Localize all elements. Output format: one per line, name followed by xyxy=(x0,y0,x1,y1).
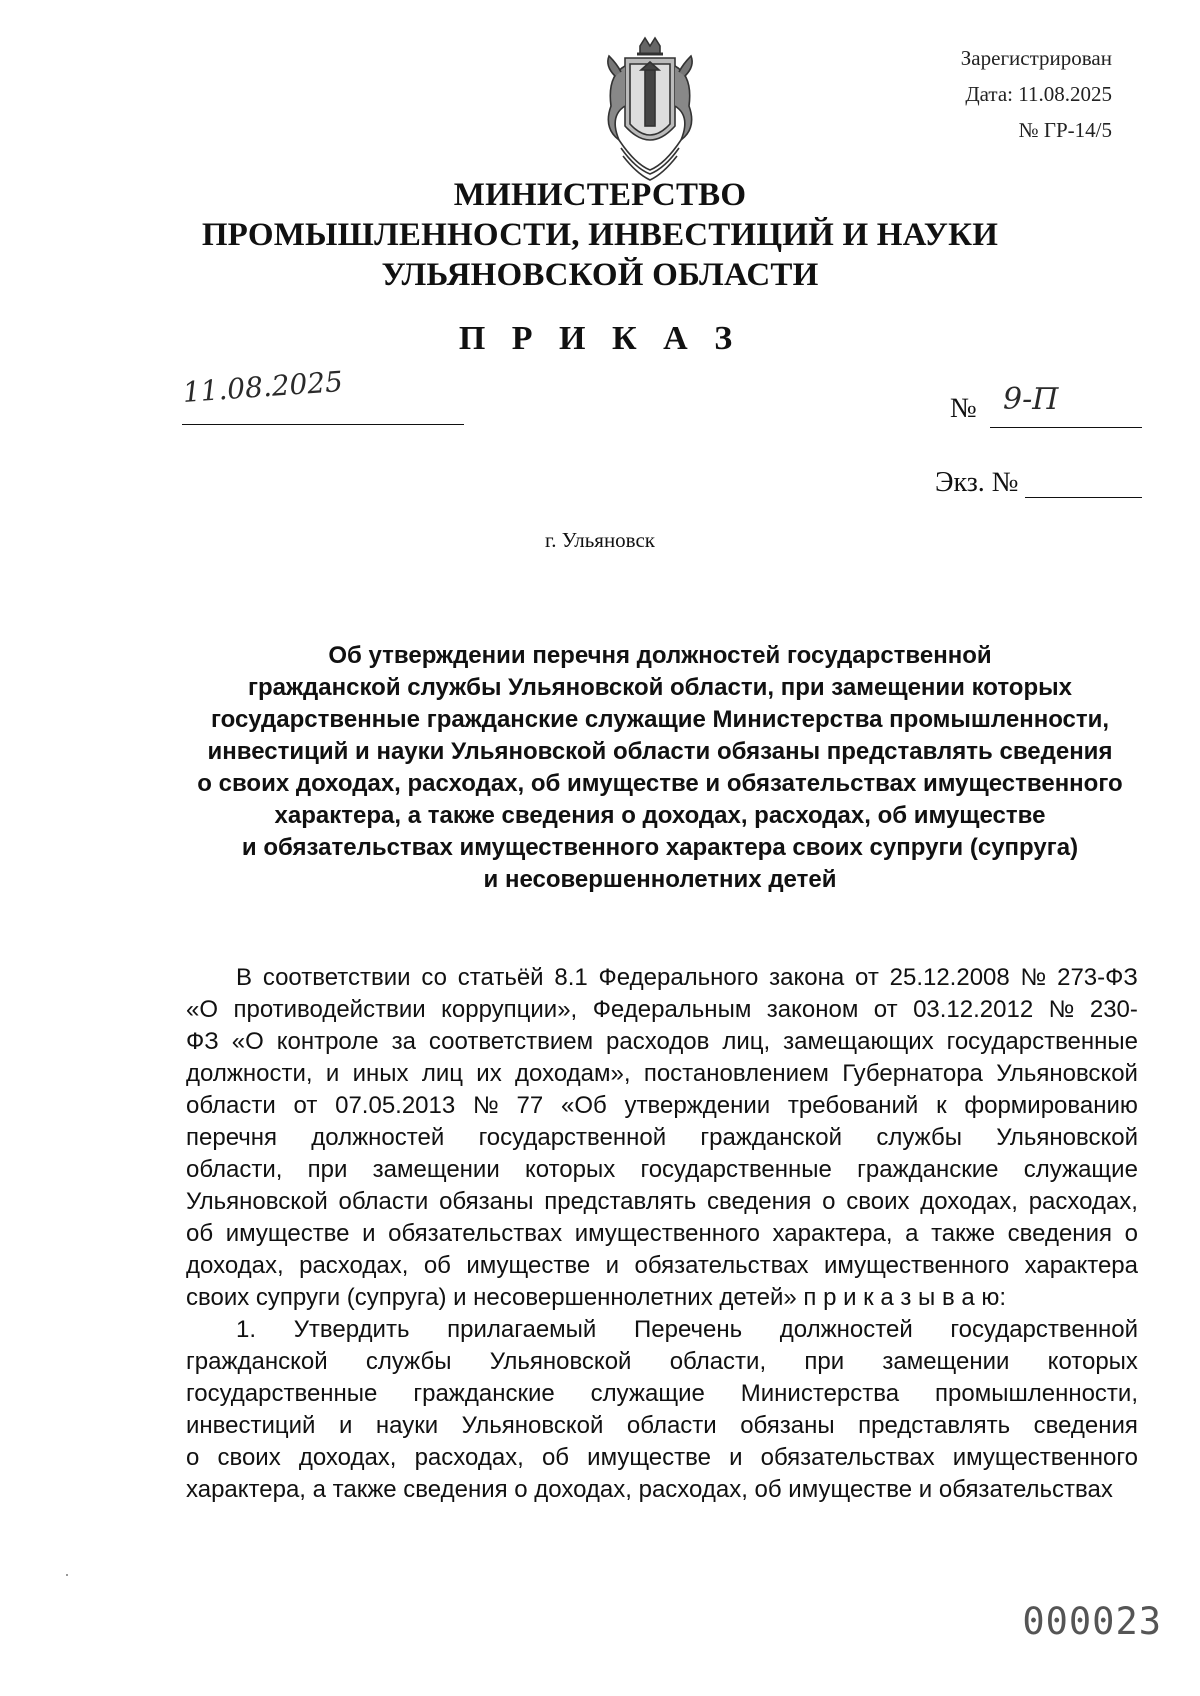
order-date-handwritten: 11.08.2025 xyxy=(181,364,344,409)
title-line: характера, а также сведения о доходах, расходах, об имуществе xyxy=(274,802,1046,829)
body-line: гражданской службы Ульяновской области, при замещении которых xyxy=(186,1348,1138,1375)
body-line: Ульяновской области обязаны представлять сведения о своих доходах, расходах, xyxy=(186,1188,1138,1215)
ministry-line-2: ПРОМЫШЛЕННОСТИ, ИНВЕСТИЦИЙ И НАУКИ xyxy=(201,217,999,253)
copy-number-label: Экз. № xyxy=(935,467,1019,498)
title-line: Об утверждении перечня должностей государственной xyxy=(328,642,992,669)
body-line: своих супруги (супруга) и несовершеннолетних детей» п р и к а з ы в а ю: xyxy=(186,1284,1007,1311)
title-line: и обязательствах имущественного характера своих супруги (супруга) xyxy=(241,834,1079,861)
body-line: области от 07.05.2013 № 77 «Об утверждении требований к формированию xyxy=(186,1092,1138,1119)
registration-date: Дата: 11.08.2025 xyxy=(965,82,1112,106)
body-line: ФЗ «О контроле за соответствием расходов лиц, замещающих государственные xyxy=(186,1028,1138,1055)
body-line: перечня должностей государственной гражданской службы Ульяновской xyxy=(186,1124,1138,1151)
ministry-header xyxy=(200,175,1000,295)
body-line: области, при замещении которых государственные гражданские служащие xyxy=(186,1156,1138,1183)
body-line: об имуществе и обязательствах имущественного характера, а также сведения о xyxy=(186,1220,1138,1247)
registration-status: Зарегистрирован xyxy=(960,46,1112,70)
body-line: характера, а также сведения о доходах, расходах, об имуществе и обязательствах xyxy=(186,1476,1113,1503)
title-line: о своих доходах, расходах, об имуществе и обязательствах имущественного xyxy=(197,770,1123,797)
body-line: 1. Утвердить прилагаемый Перечень должностей государственной xyxy=(236,1316,1138,1343)
order-date-underline xyxy=(182,424,464,425)
copy-number-underline xyxy=(1025,497,1142,498)
order-body xyxy=(186,962,1138,1506)
body-line: доходах, расходах, об имуществе и обязательствах имущественного характера xyxy=(186,1252,1138,1279)
scan-speck xyxy=(66,1574,68,1576)
page-serial-number: 000023 xyxy=(1022,1600,1162,1643)
order-title xyxy=(180,640,1140,896)
order-number-underline xyxy=(990,427,1142,428)
order-number-label: № xyxy=(950,393,977,424)
title-line: инвестиций и науки Ульяновской области обязаны представлять сведения xyxy=(207,738,1113,765)
document-type-heading: П Р И К А З xyxy=(458,320,742,357)
coat-of-arms-icon xyxy=(585,36,715,184)
ministry-line-1: МИНИСТЕРСТВО xyxy=(453,177,747,213)
body-line: инвестиций и науки Ульяновской области обязаны представлять сведения xyxy=(186,1412,1138,1439)
body-line: должности, и иных лиц их доходам», постановлением Губернатора Ульяновской xyxy=(186,1060,1138,1087)
ministry-line-3: УЛЬЯНОВСКОЙ ОБЛАСТИ xyxy=(381,257,819,293)
body-line: «О противодействии коррупции», Федеральным законом от 03.12.2012 № 230- xyxy=(186,996,1138,1023)
registration-stamp xyxy=(852,40,1112,148)
order-number-handwritten: 9-П xyxy=(1003,382,1059,417)
body-line: В соответствии со статьёй 8.1 Федерального закона от 25.12.2008 № 273-ФЗ xyxy=(236,964,1138,991)
title-line: государственные гражданские служащие Министерства промышленности, xyxy=(210,706,1110,733)
city-line: г. Ульяновск xyxy=(544,528,655,552)
title-line: гражданской службы Ульяновской области, при замещении которых xyxy=(248,674,1072,701)
body-line: о своих доходах, расходах, об имуществе и обязательствах имущественного xyxy=(186,1444,1138,1471)
title-line: и несовершеннолетних детей xyxy=(483,866,837,893)
registration-number: № ГР-14/5 xyxy=(1018,118,1112,142)
body-line: государственные гражданские служащие Министерства промышленности, xyxy=(186,1380,1138,1407)
